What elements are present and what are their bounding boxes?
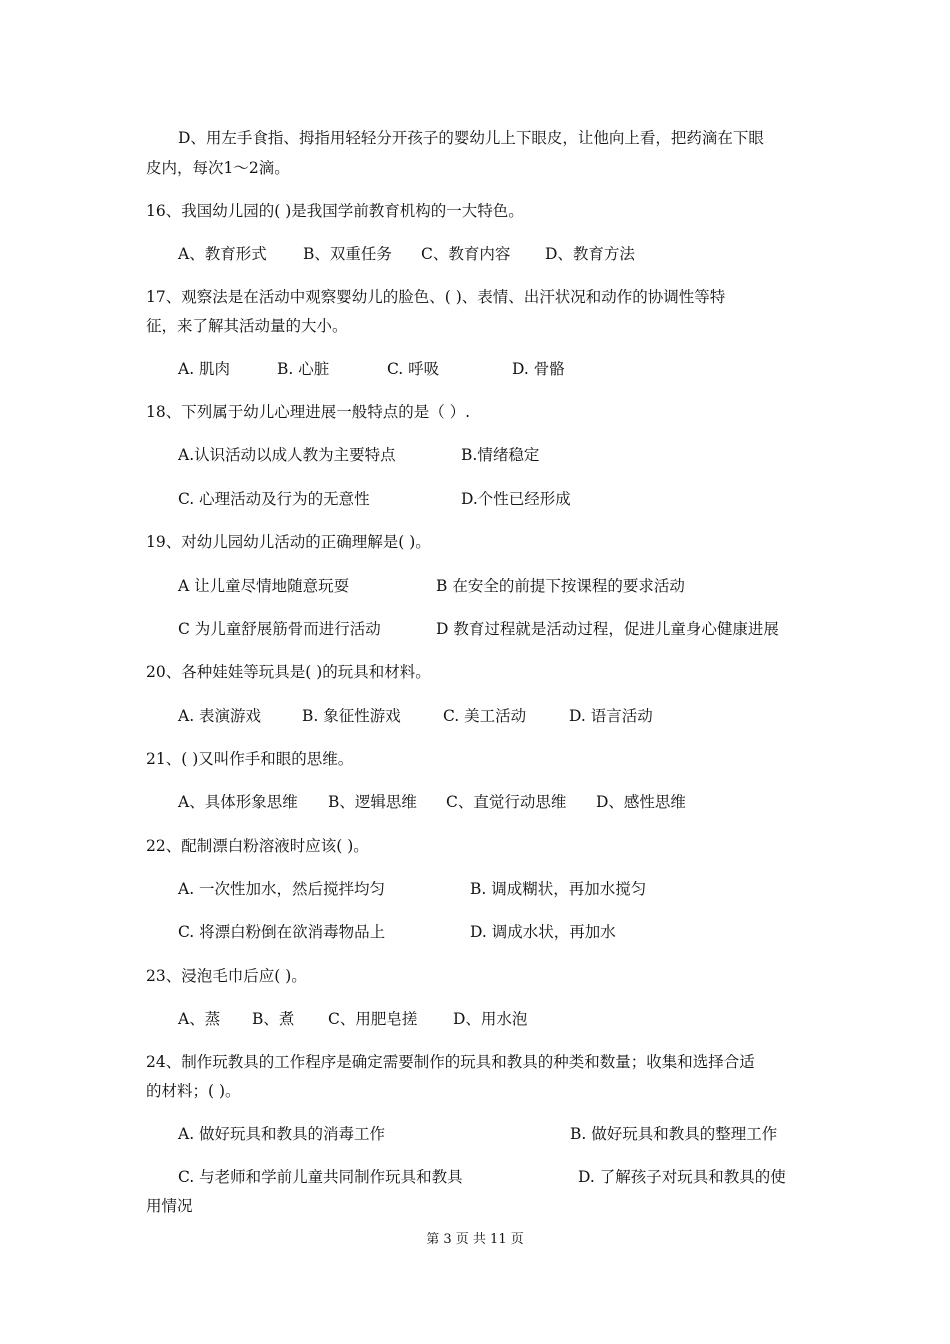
- q24-option-d: D. 了解孩子对玩具和教具的使: [578, 1168, 786, 1186]
- q22-stem: 22、配制漂白粉溶液时应该( )。: [146, 837, 369, 855]
- q24-options-row2: [178, 1167, 806, 1189]
- q23-stem: 23、浸泡毛巾后应( )。: [146, 967, 307, 985]
- q19-option-b: B 在安全的前提下按课程的要求活动: [436, 577, 685, 595]
- q19-options-row2: [178, 619, 806, 641]
- q21-option-d: D、感性思维: [596, 793, 686, 811]
- q23-option-d: D、用水泡: [453, 1010, 528, 1028]
- q17-stem-line2: 征，来了解其活动量的大小。: [146, 317, 348, 335]
- q16-option-a: A、教育形式: [178, 245, 267, 263]
- q18-option-c: C. 心理活动及行为的无意性: [178, 490, 370, 508]
- q20-option-c: C. 美工活动: [443, 707, 527, 725]
- q21-option-a: A、具体形象思维: [178, 793, 298, 811]
- q21-options: [178, 792, 806, 814]
- q18-option-b: B.情绪稳定: [461, 446, 540, 464]
- q21-option-c: C、直觉行动思维: [446, 793, 567, 811]
- q20-option-b: B. 象征性游戏: [302, 707, 401, 725]
- q22-options-row2: [178, 922, 806, 944]
- q17-option-c: C. 呼吸: [387, 360, 440, 378]
- q18-option-a: A.认识活动以成人教为主要特点: [178, 446, 396, 464]
- q19-option-a: A 让儿童尽情地随意玩耍: [178, 577, 350, 595]
- q24-option-a: A. 做好玩具和教具的消毒工作: [178, 1125, 386, 1143]
- q18-option-d: D.个性已经形成: [461, 490, 571, 508]
- q20-option-d: D. 语言活动: [569, 707, 653, 725]
- q20-stem: 20、各种娃娃等玩具是( )的玩具和材料。: [146, 663, 431, 681]
- q23-option-c: C、用肥皂搓: [328, 1010, 418, 1028]
- q20-options: [178, 706, 806, 728]
- q19-options-row1: [178, 576, 806, 598]
- q17-option-a: A. 肌肉: [178, 360, 231, 378]
- q21-option-b: B、逻辑思维: [328, 793, 417, 811]
- q15-option-d-line1: D、用左手食指、拇指用轻轻分开孩子的婴幼儿上下眼皮，让他向上看，把药滴在下眼: [178, 129, 764, 147]
- q18-stem: 18、下列属于幼儿心理进展一般特点的是（ ）.: [146, 403, 471, 421]
- q24-stem-line2: 的材料；( )。: [146, 1082, 241, 1100]
- q23-option-a: A、蒸: [178, 1010, 221, 1028]
- q22-option-d: D. 调成水状，再加水: [470, 923, 616, 941]
- q21-stem: 21、( )又叫作手和眼的思维。: [146, 750, 354, 768]
- q19-option-c: C 为儿童舒展筋骨而进行活动: [178, 620, 381, 638]
- q19-stem: 19、对幼儿园幼儿活动的正确理解是( )。: [146, 533, 431, 551]
- q15-option-d-line2: 皮内，每次1～2滴。: [146, 159, 290, 177]
- q16-option-b: B、双重任务: [303, 245, 392, 263]
- q23-option-b: B、煮: [252, 1010, 295, 1028]
- q22-option-b: B. 调成糊状，再加水搅匀: [470, 880, 647, 898]
- q24-options-row1: [178, 1124, 806, 1146]
- q24-option-c: C. 与老师和学前儿童共同制作玩具和教具: [178, 1168, 463, 1186]
- q16-options: [178, 244, 806, 266]
- page-number-footer: 第 3 页 共 11 页: [426, 1232, 524, 1247]
- q18-options-row2: [178, 489, 806, 511]
- q16-option-c: C、教育内容: [421, 245, 511, 263]
- q24-stem-line1: 24、制作玩教具的工作程序是确定需要制作的玩具和教具的种类和数量；收集和选择合适: [146, 1053, 755, 1071]
- q17-option-d: D. 骨骼: [512, 360, 565, 378]
- q16-stem: 16、我国幼儿园的( )是我国学前教育机构的一大特色。: [146, 202, 524, 220]
- q17-option-b: B. 心脏: [277, 360, 330, 378]
- q18-options-row1: [178, 445, 806, 467]
- q17-stem-line1: 17、观察法是在活动中观察婴幼儿的脸色、( )、表情、出汗状况和动作的协调性等特: [146, 288, 726, 306]
- q16-option-d: D、教育方法: [545, 245, 635, 263]
- q17-options: [178, 359, 806, 381]
- q24-option-d-continuation: 用情况: [146, 1197, 193, 1215]
- q22-option-c: C. 将漂白粉倒在欲消毒物品上: [178, 923, 386, 941]
- q22-option-a: A. 一次性加水，然后搅拌均匀: [178, 880, 386, 898]
- q24-option-b: B. 做好玩具和教具的整理工作: [570, 1125, 778, 1143]
- q22-options-row1: [178, 879, 806, 901]
- q23-options: [178, 1009, 806, 1031]
- q20-option-a: A. 表演游戏: [178, 707, 262, 725]
- q19-option-d: D 教育过程就是活动过程，促进儿童身心健康进展: [436, 620, 779, 638]
